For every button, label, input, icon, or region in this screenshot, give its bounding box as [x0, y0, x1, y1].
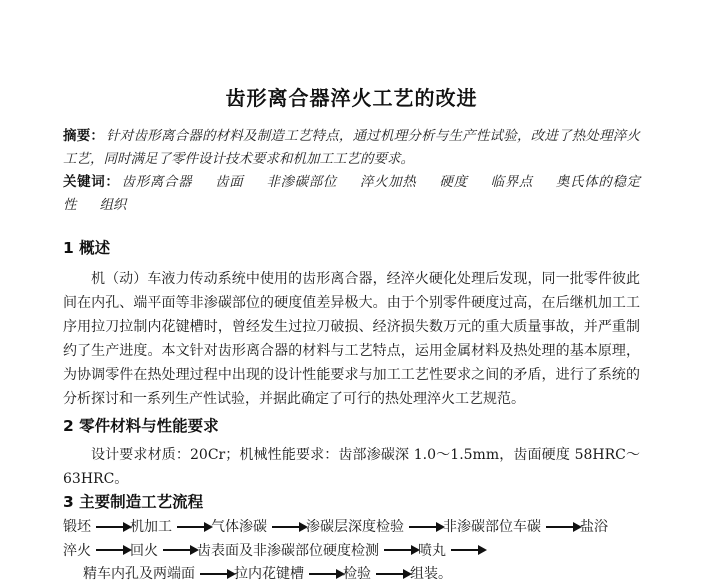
section-process-flow — [63, 491, 640, 582]
keyword: 组织 — [99, 197, 127, 213]
keyword: 齿面 — [215, 174, 244, 190]
document-title: 齿形离合器淬火工艺的改进 — [225, 86, 478, 110]
flow-line — [63, 541, 640, 563]
keyword: 临界点 — [490, 174, 533, 190]
arrow-right-icon — [451, 549, 479, 551]
arrow-right-icon — [96, 549, 124, 551]
flow-step: 喷丸 — [418, 542, 446, 559]
keyword: 非渗碳部位 — [266, 174, 337, 190]
flow-line — [63, 517, 640, 539]
abstract-label: 摘要： — [63, 128, 105, 144]
keywords-list — [63, 174, 640, 213]
flow-line — [63, 564, 640, 582]
flow-step: 精车内孔及两端面 — [83, 566, 195, 582]
arrow-right-icon — [384, 549, 412, 551]
keyword: 奥氏体的稳定性 — [63, 174, 641, 213]
section-3-heading: 3 主要制造工艺流程 — [63, 493, 204, 511]
flow-step: 非渗碳部位车碳 — [443, 519, 541, 535]
flow-step: 锻坯 — [63, 519, 91, 535]
keyword: 淬火加热 — [359, 174, 417, 190]
flow-step: 齿表面及非渗碳部位硬度检测 — [197, 542, 379, 559]
flow-step: 渗碳层深度检验 — [306, 519, 404, 535]
flow-step: 拉内花键槽 — [234, 566, 304, 582]
process-flowchart — [63, 517, 640, 582]
arrow-right-icon — [200, 573, 228, 575]
flow-step: 淬火 — [63, 542, 91, 559]
flow-step: 气体渗碳 — [211, 519, 267, 535]
arrow-right-icon — [309, 573, 337, 575]
abstract — [63, 125, 640, 171]
arrow-right-icon — [376, 573, 404, 575]
keyword: 硬度 — [439, 174, 468, 190]
section-2-body: 设计要求材质：20Cr；机械性能要求：齿部渗碳深 1.0～1.5mm，齿面硬度 58HRC～63HRC。 — [63, 447, 640, 487]
arrow-right-icon — [177, 526, 205, 528]
flow-step: 机加工 — [130, 519, 172, 535]
arrow-right-icon — [96, 526, 124, 528]
flow-step: 盐浴 — [580, 519, 608, 535]
keywords-label: 关键词： — [63, 174, 120, 190]
section-overview — [63, 237, 640, 411]
flow-step: 检验 — [343, 566, 371, 582]
section-material-requirements — [63, 415, 640, 491]
arrow-right-icon — [409, 526, 437, 528]
abstract-text: 针对齿形离合器的材料及制造工艺特点，通过机理分析与生产性试验，改进了热处理淬火工艺，同时满足了零件设计技术要求和机加工工艺的要求。 — [63, 128, 641, 167]
flow-step: 组装。 — [410, 566, 452, 582]
keywords — [63, 171, 640, 217]
keyword: 齿形离合器 — [121, 174, 193, 190]
arrow-right-icon — [272, 526, 300, 528]
arrow-right-icon — [163, 549, 191, 551]
section-1-heading: 1 概述 — [63, 239, 111, 257]
section-1-body: 机（动）车液力传动系统中使用的齿形离合器，经淬火硬化处理后发现，同一批零件彼此间在内孔、端平面等非渗碳部位的硬度值差异极大。由于个别零件硬度过高，在后继机加工工序用拉刀拉制内花键槽时，曾经发生过拉刀破损、经济损失数万元的重大质量事故，并严重制约了生产进度。本文针对齿形离合器的材料与工艺特点，运用金属材料及热处理的基本原理，为协调零件在热处理过程中出现的设计性能要求与加工工艺性要求之间的矛盾，进行了系统的分析探讨和一系列生产性试验，并据此确定了可行的热处理淬火工艺规范。 — [63, 271, 640, 407]
arrow-right-icon — [546, 526, 574, 528]
flow-step: 回火 — [130, 542, 158, 559]
section-2-heading: 2 零件材料与性能要求 — [63, 417, 219, 435]
